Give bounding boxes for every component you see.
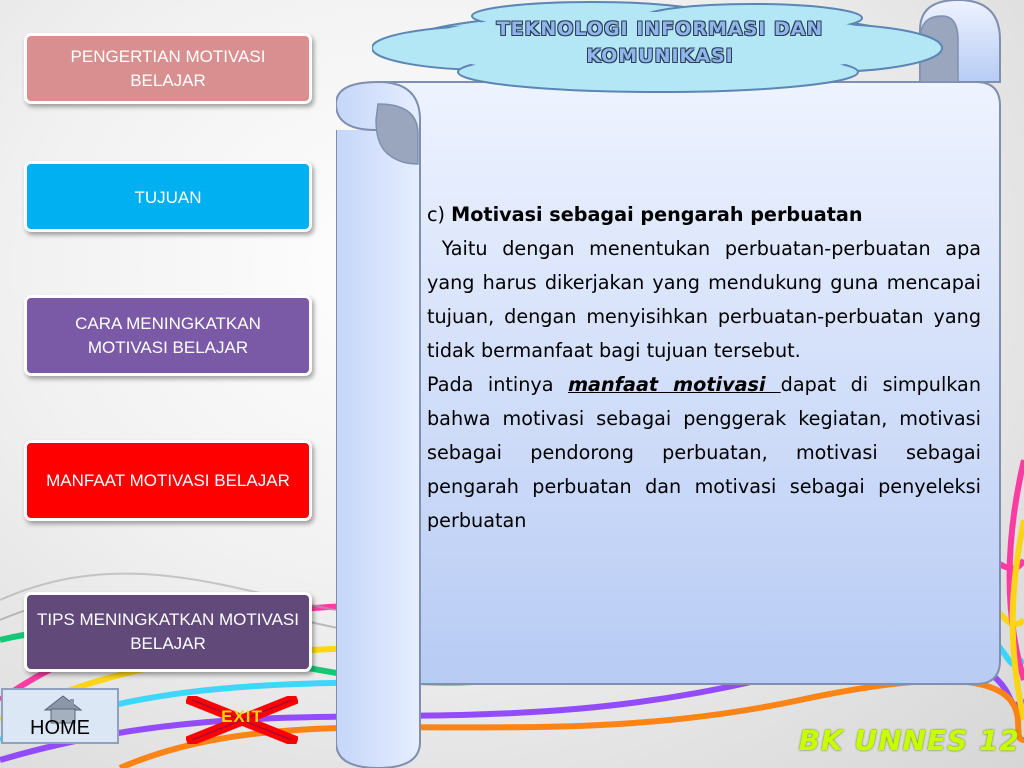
nav-button-tujuan[interactable] bbox=[24, 161, 312, 232]
page-title-line2: KOMUNIKASI bbox=[586, 45, 734, 67]
paragraph-1 bbox=[427, 232, 981, 368]
nav-label-cara-meningkatkan: CARA MENINGKATKAN MOTIVASI BELAJAR bbox=[75, 313, 261, 357]
nav-button-tips[interactable] bbox=[24, 592, 312, 672]
nav-label-manfaat: MANFAAT MOTIVASI BELAJAR bbox=[46, 470, 290, 490]
heading-text: Motivasi sebagai pengarah perbuatan bbox=[451, 203, 863, 226]
paragraph-2-start: Pada intinya bbox=[427, 373, 569, 396]
keyword-manfaat-motivasi: manfaat motivasi bbox=[568, 373, 781, 396]
brand-text: BK UNNES 12 bbox=[798, 724, 1020, 757]
paragraph-2 bbox=[427, 368, 981, 538]
section-heading bbox=[427, 198, 981, 232]
nav-button-manfaat[interactable] bbox=[24, 440, 312, 521]
home-label: HOME bbox=[30, 717, 90, 739]
nav-label-tips: TIPS MENINGKATKAN MOTIVASI BELAJAR bbox=[37, 610, 299, 653]
paragraph-2-rest: dapat di simpulkan bahwa motivasi sebagai penggerak kegiatan, motivasi sebagai pendorong perbuatan, motivasi sebagai pengarah perbuatan dan motivasi sebagai penyeleksi perbuatan bbox=[427, 373, 981, 532]
content-body bbox=[427, 198, 981, 538]
exit-button[interactable] bbox=[186, 696, 298, 744]
exit-label: EXIT bbox=[221, 707, 263, 726]
nav-label-pengertian: PENGERTIAN MOTIVASI BELAJAR bbox=[70, 46, 266, 90]
nav-label-tujuan: TUJUAN bbox=[134, 188, 202, 207]
nav-button-pengertian[interactable] bbox=[24, 33, 312, 104]
nav-button-cara-meningkatkan[interactable] bbox=[24, 295, 312, 376]
page-title-line1: TEKNOLOGI INFORMASI DAN bbox=[496, 18, 824, 40]
paragraph-1-text: Yaitu dengan menentukan perbuatan-perbuatan apa yang harus dikerjakan yang mendukung guna mencapai tujuan, dengan menyisihkan perbuatan-perbuatan yang tidak bermanfaat bagi tujuan tersebut. bbox=[427, 237, 982, 362]
page-title bbox=[430, 16, 890, 70]
home-button[interactable] bbox=[1, 688, 119, 744]
heading-prefix: c) bbox=[427, 203, 452, 226]
